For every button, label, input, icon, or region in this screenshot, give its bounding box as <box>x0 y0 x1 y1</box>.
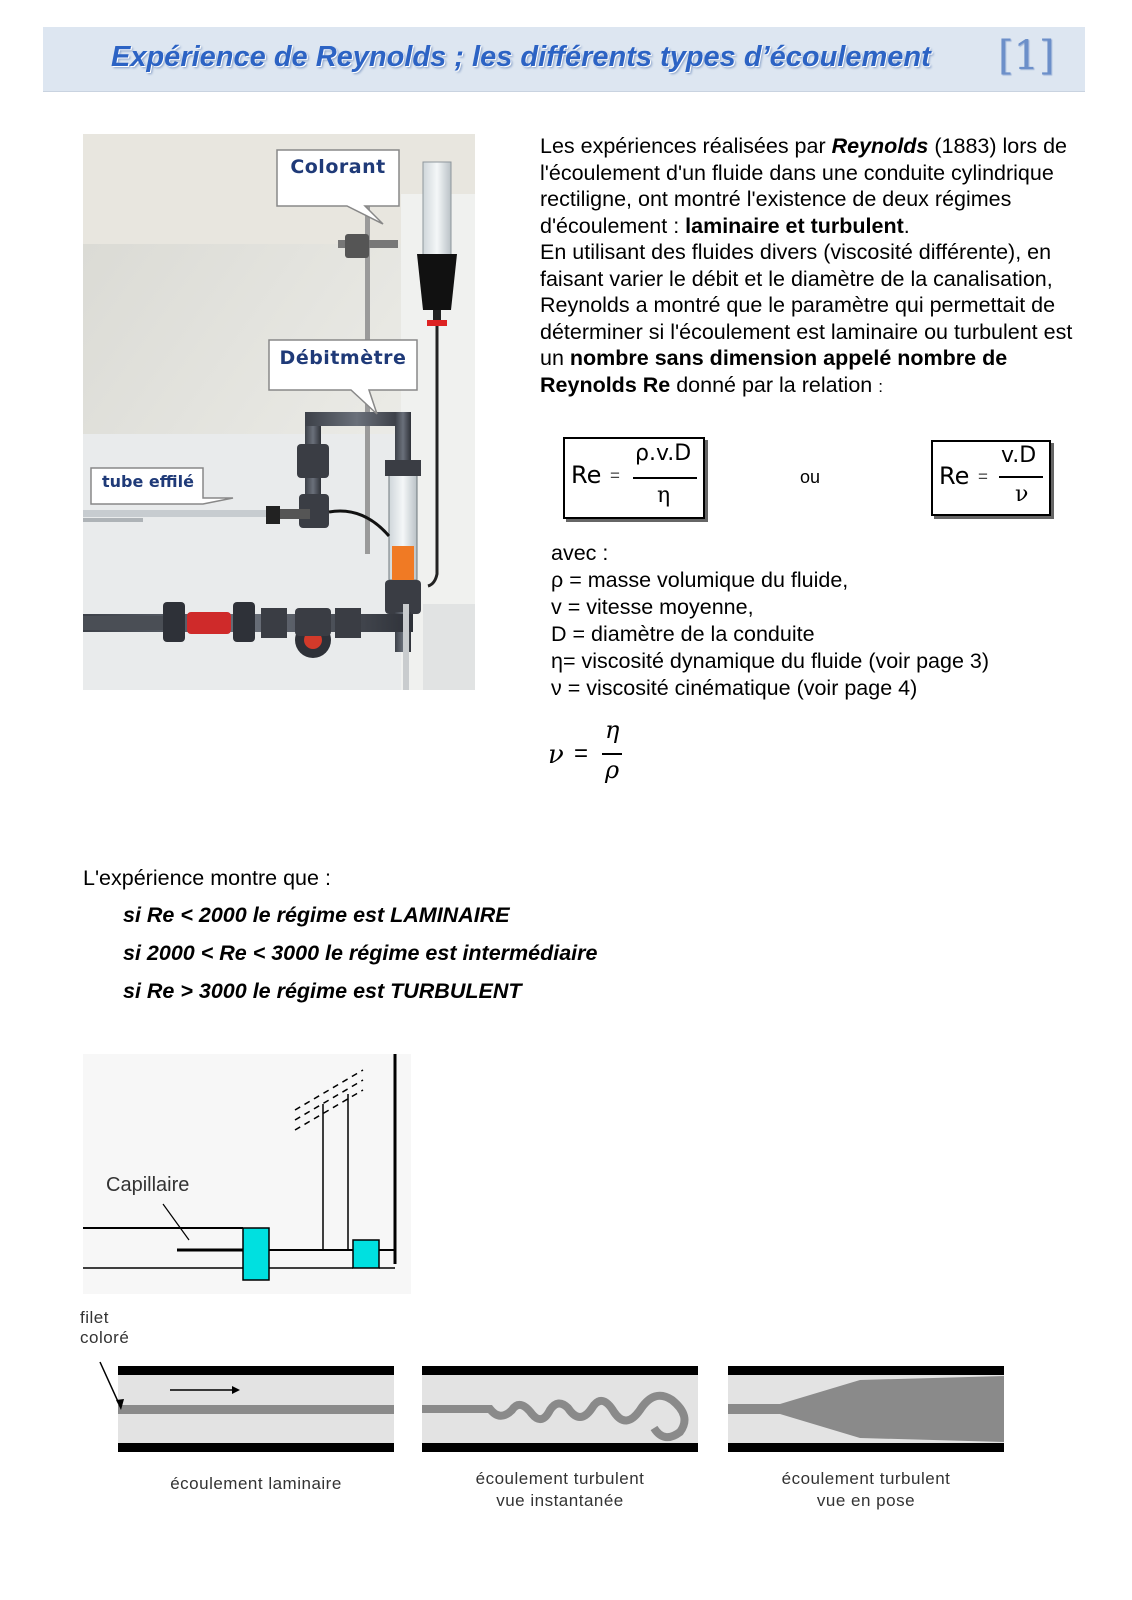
page-marker: [1] <box>998 33 1055 79</box>
formula2-numerator: v.D <box>1001 443 1037 468</box>
formula-or: ou <box>800 467 821 487</box>
intro-p2-after: donné par la relation <box>670 372 879 397</box>
intro-reynolds-number: nombre sans dimension appelé nombre de Reynolds Re <box>540 346 1008 397</box>
def-v: v = vitesse moyenne, <box>551 595 754 619</box>
intro-p2-before: En utilisant des fluides divers (viscosité différente), en faisant varier le débit et le diamètre de la canalisation, Reynolds a montré que le paramètre qui permettait de déterminer si l'écoulement est laminaire ou turbulent est un <box>540 240 1073 370</box>
rule-turbulent: si Re > 3000 le régime est TURBULENT <box>123 979 522 1003</box>
nu-denominator: ρ <box>605 756 620 784</box>
nu-fraction-bar <box>602 753 622 755</box>
reynolds-formula-1 <box>563 437 705 519</box>
intro-reynolds: Reynolds <box>831 134 929 158</box>
reynolds-formula-2 <box>931 440 1051 516</box>
nu-lhs: ν <box>548 740 564 770</box>
flow-types-drawing <box>80 1318 1040 1458</box>
nu-numerator: η <box>605 716 620 744</box>
def-nu: ν = viscosité cinématique (voir page 4) <box>551 676 918 700</box>
kinematic-viscosity-formula <box>548 716 628 786</box>
experiment-intro: L'expérience montre que : <box>83 866 331 890</box>
definitions <box>551 540 989 702</box>
caption-turbulent-instant <box>442 1468 678 1512</box>
intro-regimes: laminaire et turbulent <box>685 213 904 238</box>
caption-turbulent-pose-line2: vue en pose <box>816 1491 916 1510</box>
caption-turbulent-pose-line1: écoulement turbulent <box>781 1469 951 1488</box>
intro-text <box>540 133 1100 400</box>
caption-laminar: écoulement laminaire <box>170 1474 342 1493</box>
formula2-fraction-bar <box>999 476 1043 478</box>
filet-label-line1: filet <box>80 1308 109 1327</box>
def-eta: η= viscosité dynamique du fluide (voir page 3) <box>551 649 990 673</box>
flow-types-figure <box>80 1308 1040 1528</box>
capillaire-label: Capillaire <box>106 1174 190 1196</box>
debitmetre-label: Débitmètre <box>279 347 407 369</box>
rule-laminar: si Re < 2000 le régime est LAMINAIRE <box>123 903 510 927</box>
rule-intermediate: si 2000 < Re < 3000 le régime est intermédiaire <box>123 941 598 965</box>
caption-turbulent-instant-line1: écoulement turbulent <box>475 1469 645 1488</box>
formula2-eq: = <box>978 467 988 486</box>
def-d: D = diamètre de la conduite <box>551 622 815 646</box>
formula1-fraction-bar <box>633 477 697 479</box>
intro-p1-end: . <box>903 213 910 238</box>
def-rho: ρ = masse volumique du fluide, <box>551 568 849 592</box>
nu-eq: = <box>574 740 589 767</box>
formula1-lhs: Re <box>571 461 602 489</box>
intro-p1-after: (1883) lors de l'écoulement d'un fluide dans une conduite cylindrique rectiligne, ont montré l'existence de deux régimes d'écoulement : <box>540 134 1068 238</box>
apparatus-photo <box>83 134 475 690</box>
caption-turbulent-instant-line2: vue instantanée <box>496 1491 624 1510</box>
formula2-denominator: ν <box>1015 482 1029 507</box>
def-avec: avec : <box>551 541 609 565</box>
page-title: Expérience de Reynolds ; les différents types d’écoulement <box>111 41 931 73</box>
formula1-eq: = <box>610 466 620 485</box>
colorant-label: Colorant <box>290 156 386 178</box>
intro-p2-colon: : <box>878 376 883 396</box>
tube-label: tube effilé <box>102 472 194 491</box>
intro-p1-before: Les expériences réalisées par <box>540 134 832 158</box>
filet-label <box>80 1308 134 1348</box>
formula1-numerator: ρ.v.D <box>635 441 692 466</box>
capillary-sketch <box>83 1054 411 1294</box>
formula2-lhs: Re <box>939 462 970 490</box>
filet-label-line2: coloré <box>80 1328 130 1347</box>
header-banner <box>43 27 1085 92</box>
formula1-denominator: η <box>657 483 671 508</box>
caption-turbulent-pose <box>748 1468 984 1512</box>
